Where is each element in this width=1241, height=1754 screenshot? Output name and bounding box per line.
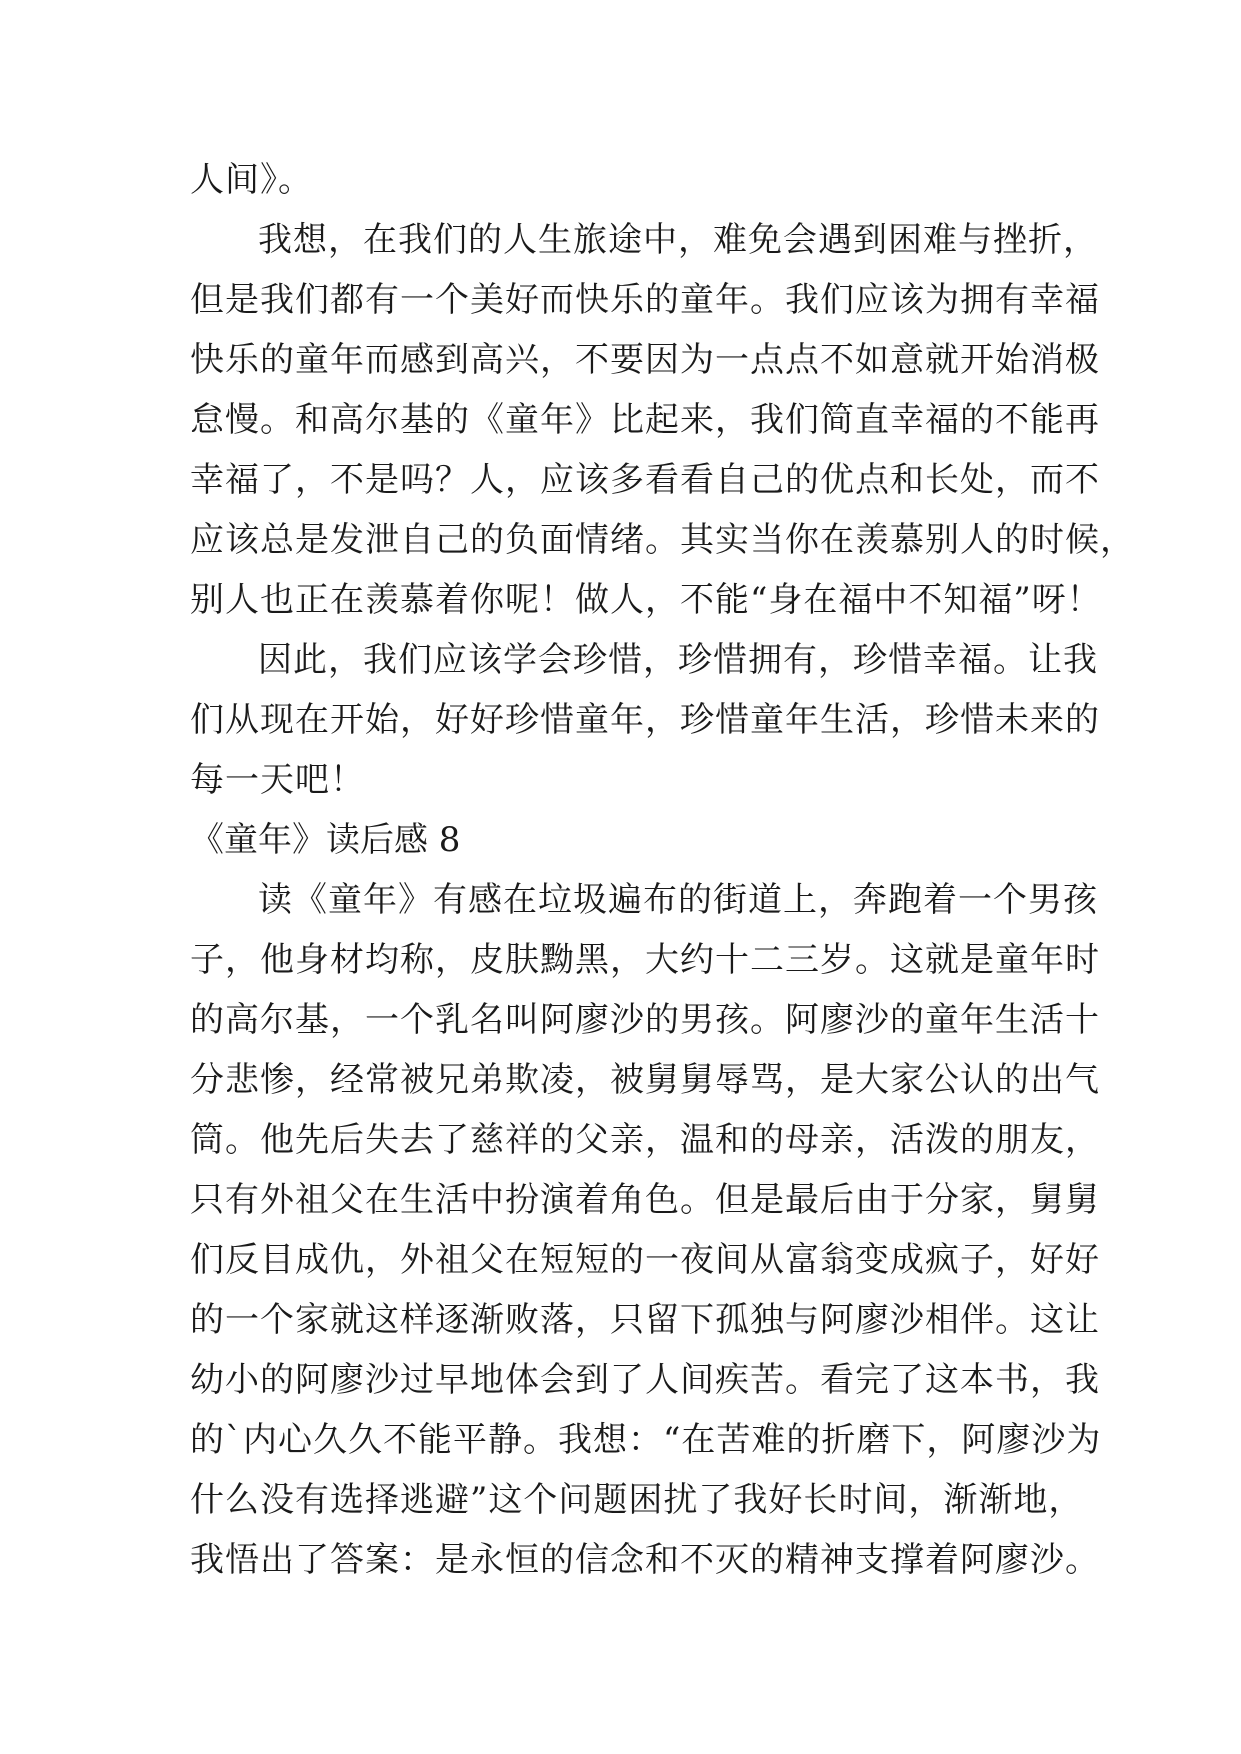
text-line: 快乐的童年而感到高兴，不要因为一点点不如意就开始消极 <box>190 340 1100 380</box>
text-line: 们从现在开始，好好珍惜童年，珍惜童年生活，珍惜未来的 <box>190 700 1100 740</box>
text-line: 们反目成仇，外祖父在短短的一夜间从富翁变成疯子，好好 <box>190 1240 1100 1280</box>
text-line: 分悲惨，经常被兄弟欺凌，被舅舅辱骂，是大家公认的出气 <box>190 1060 1100 1100</box>
text-line: 幼小的阿廖沙过早地体会到了人间疾苦。看完了这本书，我 <box>190 1360 1100 1400</box>
text-line: 人间》。 <box>190 160 313 200</box>
text-line: 但是我们都有一个美好而快乐的童年。我们应该为拥有幸福 <box>190 280 1100 320</box>
text-line: 别人也正在羡慕着你呢！做人，不能“身在福中不知福”呀！ <box>190 580 1102 620</box>
text-line: 读《童年》有感在垃圾遍布的街道上，奔跑着一个男孩 <box>258 880 1098 920</box>
section-heading: 《童年》读后感 8 <box>190 820 461 860</box>
text-line: 什么没有选择逃避”这个问题困扰了我好长时间，渐渐地， <box>190 1480 1084 1520</box>
text-line: 只有外祖父在生活中扮演着角色。但是最后由于分家，舅舅 <box>190 1180 1100 1220</box>
text-line: 每一天吧！ <box>190 760 365 800</box>
text-line: 我悟出了答案：是永恒的信念和不灭的精神支撑着阿廖沙。 <box>190 1540 1100 1580</box>
text-line: 因此，我们应该学会珍惜，珍惜拥有，珍惜幸福。让我 <box>258 640 1098 680</box>
text-line: 幸福了，不是吗？人，应该多看看自己的优点和长处，而不 <box>190 460 1100 500</box>
text-line: 应该总是发泄自己的负面情绪。其实当你在羡慕别人的时候， <box>190 520 1135 560</box>
text-line: 的`内心久久不能平静。我想：“在苦难的折磨下，阿廖沙为 <box>190 1420 1102 1460</box>
text-line: 怠慢。和高尔基的《童年》比起来，我们简直幸福的不能再 <box>190 400 1100 440</box>
text-line: 我想，在我们的人生旅途中，难免会遇到困难与挫折， <box>258 220 1098 260</box>
text-line: 的一个家就这样逐渐败落，只留下孤独与阿廖沙相伴。这让 <box>190 1300 1100 1340</box>
text-line: 的高尔基，一个乳名叫阿廖沙的男孩。阿廖沙的童年生活十 <box>190 1000 1100 1040</box>
text-line: 子，他身材均称，皮肤黝黑，大约十二三岁。这就是童年时 <box>190 940 1100 980</box>
document-body <box>190 150 1135 1590</box>
text-line: 筒。他先后失去了慈祥的父亲，温和的母亲，活泼的朋友， <box>190 1120 1100 1160</box>
